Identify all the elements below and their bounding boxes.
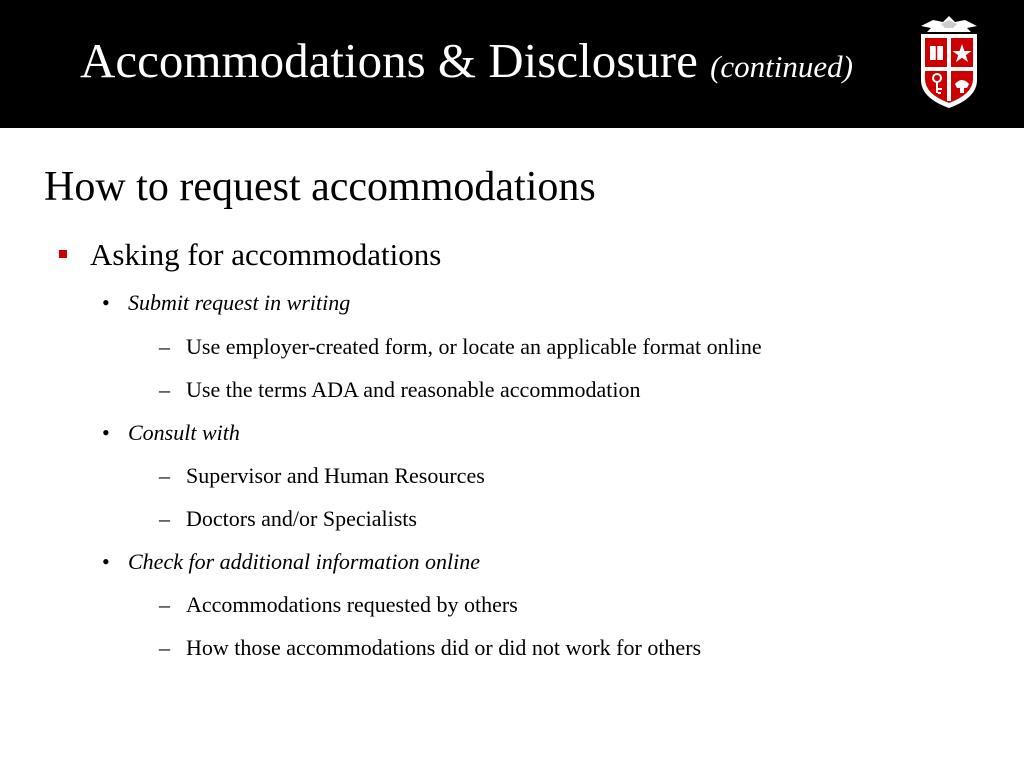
bullet-icon: • <box>102 549 110 574</box>
university-seal-icon <box>913 14 985 110</box>
dash-icon: – <box>159 506 170 531</box>
title-suffix: (continued) <box>710 49 853 84</box>
group-label: Submit request in writing <box>128 290 351 315</box>
main-point: Asking for accommodations <box>90 237 442 272</box>
dash-icon: – <box>159 377 170 402</box>
dash-icon: – <box>159 334 170 359</box>
list-item: Use employer-created form, or locate an applicable format online <box>186 334 762 359</box>
list-item: Use the terms ADA and reasonable accommodation <box>186 377 641 402</box>
dash-icon: – <box>159 592 170 617</box>
list-item: Accommodations requested by others <box>186 592 518 617</box>
title-text: Accommodations & Disclosure <box>80 33 698 88</box>
header-bar <box>0 0 1024 128</box>
dash-icon: – <box>159 635 170 660</box>
group-label: Check for additional information online <box>128 549 480 574</box>
dash-icon: – <box>159 463 170 488</box>
list-item: Supervisor and Human Resources <box>186 463 485 488</box>
section-heading: How to request accommodations <box>44 164 596 210</box>
list-item: How those accommodations did or did not work for others <box>186 635 702 660</box>
slide-title <box>80 34 853 88</box>
list-item: Doctors and/or Specialists <box>186 506 417 531</box>
square-bullet-icon <box>59 250 67 258</box>
bullet-icon: • <box>102 290 110 315</box>
bullet-icon: • <box>102 420 110 445</box>
group-label: Consult with <box>128 420 240 445</box>
